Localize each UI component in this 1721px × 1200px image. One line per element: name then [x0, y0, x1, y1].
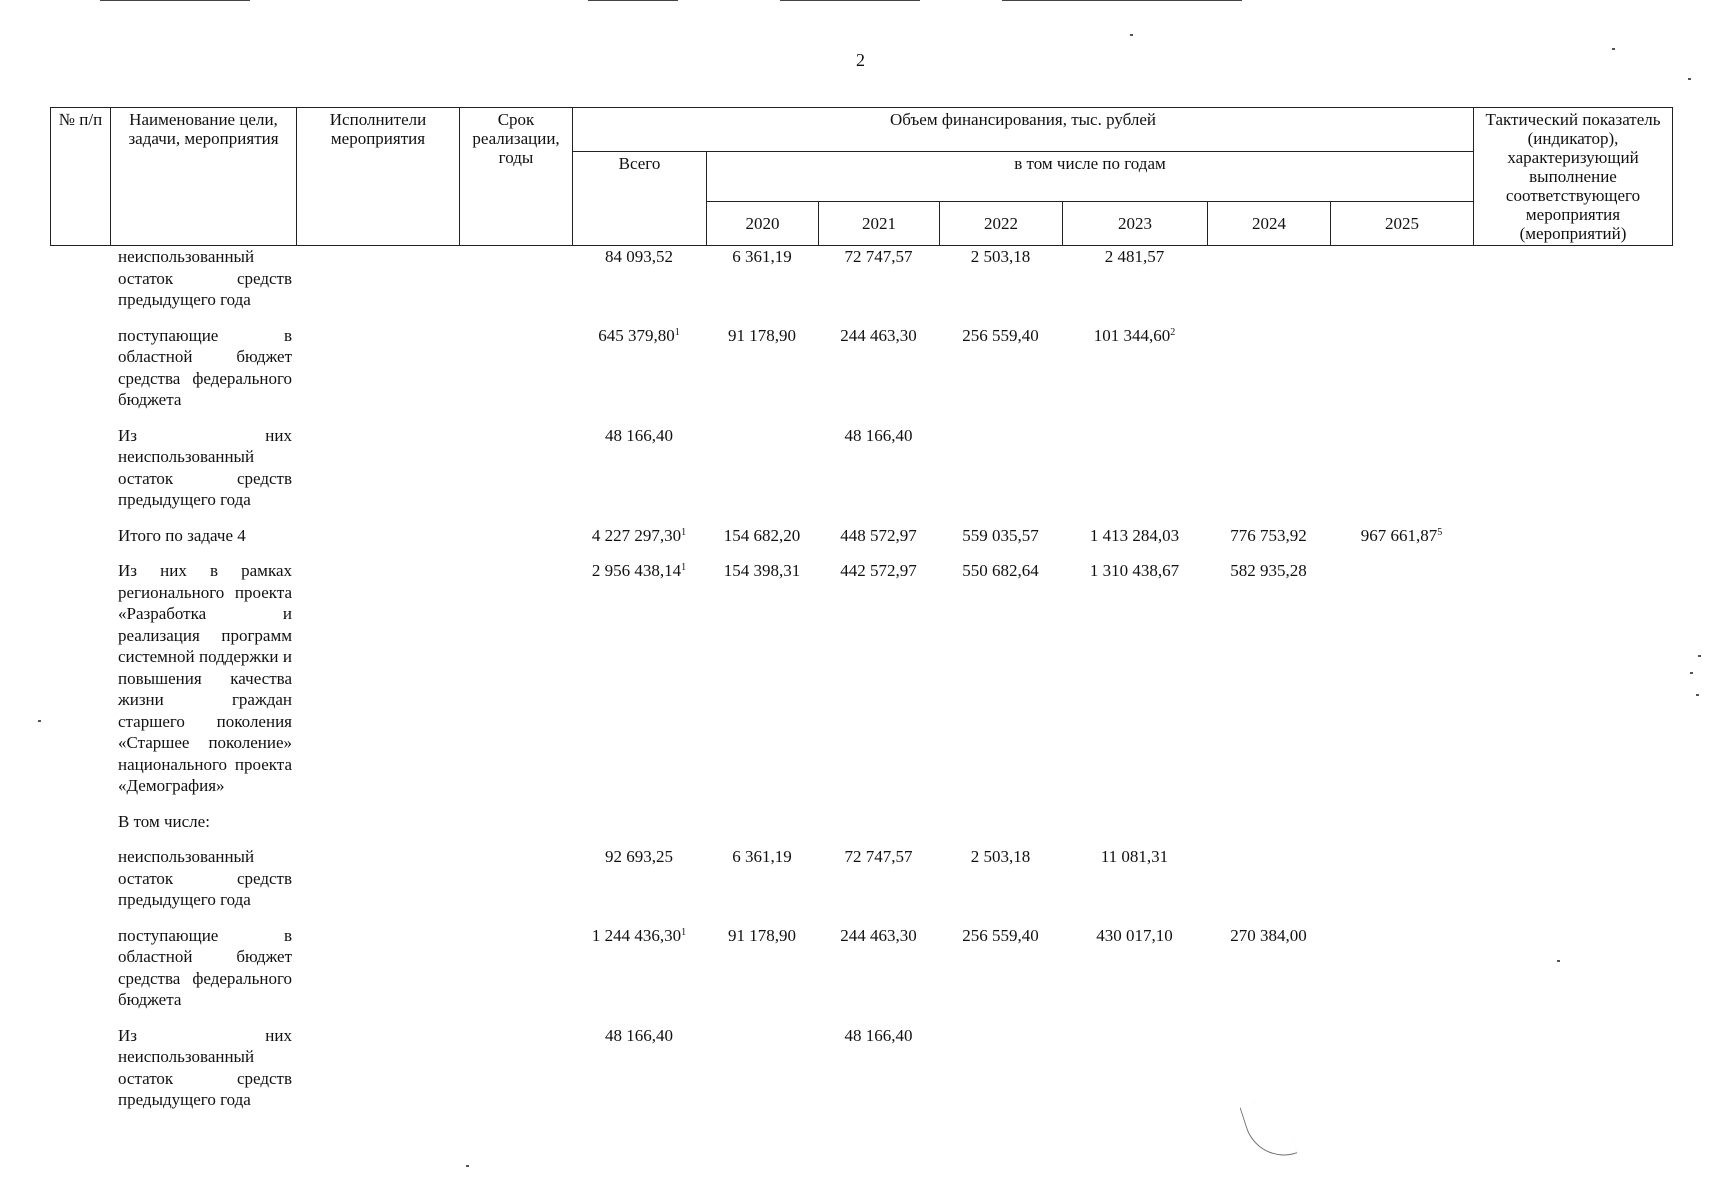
row-total-value: [572, 1025, 706, 1125]
row-total-value: [572, 560, 706, 811]
row-y2022-value: [939, 1025, 1062, 1125]
executors-cell: [296, 425, 459, 525]
row-total-value: [572, 525, 706, 561]
header-term: Срок реализации, годы: [460, 108, 573, 246]
value-text: 967 661,87: [1360, 525, 1438, 545]
row-name: Из них неиспользованный остаток средств предыдущего года: [118, 425, 292, 509]
row-y2020-value: [706, 246, 818, 325]
value-text: 92 693,25: [605, 847, 673, 866]
header-indicator: Тактический показатель (индикатор), характеризующий выполнение соответствующего мероприятия (мероприятий): [1474, 108, 1673, 246]
executors-cell: [296, 846, 459, 925]
row-y2020-value: [706, 425, 818, 525]
term-cell: [459, 925, 572, 1025]
indicator-cell: [1473, 525, 1672, 561]
row-y2024-value: [1207, 846, 1330, 925]
executors-cell: [296, 925, 459, 1025]
scan-speck: [1688, 78, 1691, 80]
page-number: 2: [856, 50, 865, 70]
table-row: [50, 525, 1672, 561]
scan-top-line: [100, 0, 250, 1]
row-name: Из них в рамках регионального проекта «Разработка и реализация программ системной поддержки и повышения качества жизни граждан старшего поколения «Старшее поколение» национального проекта «Демография»: [118, 561, 292, 795]
value-text: 1 310 438,67: [1089, 561, 1180, 580]
row-y2020-value: [706, 525, 818, 561]
executors-cell: [296, 811, 459, 847]
term-cell: [459, 246, 572, 325]
row-total-value: [572, 846, 706, 925]
term-cell: [459, 1025, 572, 1125]
value-text: 48 166,40: [844, 1025, 913, 1045]
row-y2023-value: [1062, 560, 1207, 811]
value-text: 559 035,57: [962, 525, 1039, 545]
value-text: 448 572,97: [840, 525, 917, 545]
executors-cell: [296, 560, 459, 811]
scan-top-line: [780, 0, 920, 1]
table-row: [50, 325, 1672, 425]
row-y2021-value: [818, 925, 939, 1025]
value-text: 2 503,18: [970, 847, 1031, 866]
indicator-cell: [1473, 1025, 1672, 1125]
row-y2023-value: [1062, 1025, 1207, 1125]
executors-cell: [296, 325, 459, 425]
value-text: 91 178,90: [728, 325, 796, 345]
row-y2022-value: [939, 811, 1062, 847]
value-text: 430 017,10: [1096, 925, 1173, 945]
table-header: [50, 107, 1673, 246]
scan-speck: [38, 720, 41, 722]
row-y2020-value: [706, 1025, 818, 1125]
value-text: 6 361,19: [732, 247, 792, 266]
row-y2021-value: [818, 846, 939, 925]
scan-top-line: [588, 0, 678, 1]
indicator-cell: [1473, 246, 1672, 325]
row-y2022-value: [939, 246, 1062, 325]
header-year: 2023: [1063, 202, 1208, 246]
value-text: 48 166,40: [605, 425, 673, 445]
header-by-years: в том числе по годам: [707, 152, 1474, 202]
row-y2020-value: [706, 325, 818, 425]
value-text: 91 178,90: [728, 925, 796, 945]
value-text: 256 559,40: [962, 325, 1039, 345]
scan-speck: [1696, 694, 1699, 696]
value-text: 2 956 438,14: [591, 561, 682, 580]
table-row: [50, 811, 1672, 847]
term-cell: [459, 811, 572, 847]
header-year: 2020: [707, 202, 819, 246]
row-total-value: [572, 425, 706, 525]
term-cell: [459, 425, 572, 525]
row-total-value: [572, 246, 706, 325]
header-year: 2021: [819, 202, 940, 246]
table-row: [50, 425, 1672, 525]
row-name: Итого по задаче 4: [118, 525, 246, 545]
indicator-cell: [1473, 425, 1672, 525]
row-y2024-value: [1207, 811, 1330, 847]
row-name: неиспользованный остаток средств предыдущего года: [118, 247, 292, 309]
executors-cell: [296, 246, 459, 325]
row-y2025-value: [1330, 425, 1473, 525]
row-y2023-value: [1062, 246, 1207, 325]
row-y2024-value: [1207, 325, 1330, 425]
table-row: [50, 846, 1672, 925]
value-text: 2 503,18: [970, 247, 1031, 266]
scan-speck: [1130, 34, 1133, 36]
row-y2024-value: [1207, 560, 1330, 811]
scan-speck: [1612, 48, 1615, 50]
term-cell: [459, 846, 572, 925]
header-year: 2024: [1208, 202, 1331, 246]
row-y2025-value: [1330, 525, 1473, 561]
row-total-value: [572, 325, 706, 425]
row-y2022-value: [939, 525, 1062, 561]
header-name: Наименование цели, задачи, мероприятия: [111, 108, 297, 246]
table-row: [50, 1025, 1672, 1125]
header-total: Всего: [573, 152, 707, 246]
row-y2022-value: [939, 325, 1062, 425]
row-y2021-value: [818, 246, 939, 325]
header-funding: Объем финансирования, тыс. рублей: [573, 108, 1474, 152]
table-rows: [50, 246, 1672, 1125]
row-y2021-value: [818, 811, 939, 847]
row-y2020-value: [706, 560, 818, 811]
value-text: 776 753,92: [1230, 525, 1307, 545]
row-y2023-value: [1062, 425, 1207, 525]
value-text: 442 572,97: [840, 561, 917, 580]
footnote-mark: 1: [674, 326, 680, 338]
row-y2021-value: [818, 560, 939, 811]
row-y2021-value: [818, 525, 939, 561]
value-text: 1 244 436,30: [591, 925, 682, 945]
executors-cell: [296, 525, 459, 561]
row-total-value: [572, 811, 706, 847]
value-text: 270 384,00: [1230, 925, 1307, 945]
footnote-mark: 1: [681, 526, 687, 538]
value-text: 244 463,30: [840, 925, 917, 945]
row-y2025-value: [1330, 1025, 1473, 1125]
value-text: 72 747,57: [844, 847, 913, 866]
row-y2024-value: [1207, 425, 1330, 525]
row-y2021-value: [818, 425, 939, 525]
row-y2025-value: [1330, 246, 1473, 325]
row-y2020-value: [706, 925, 818, 1025]
row-y2024-value: [1207, 525, 1330, 561]
value-text: 154 398,31: [723, 561, 801, 580]
value-text: 11 081,31: [1100, 847, 1169, 866]
value-text: 48 166,40: [605, 1025, 673, 1045]
table-body: [50, 246, 1672, 1125]
row-y2022-value: [939, 425, 1062, 525]
table-row: [50, 925, 1672, 1025]
term-cell: [459, 325, 572, 425]
value-text: 72 747,57: [844, 247, 913, 266]
value-text: 4 227 297,30: [591, 525, 682, 545]
value-text: 582 935,28: [1230, 561, 1307, 580]
scan-speck: [466, 1165, 469, 1167]
indicator-cell: [1473, 925, 1672, 1025]
table-row: [50, 246, 1672, 325]
row-y2023-value: [1062, 846, 1207, 925]
row-name: поступающие в областной бюджет средства федерального бюджета: [118, 325, 292, 409]
term-cell: [459, 525, 572, 561]
row-y2022-value: [939, 846, 1062, 925]
indicator-cell: [1473, 560, 1672, 811]
row-y2025-value: [1330, 846, 1473, 925]
row-name: В том числе:: [118, 811, 210, 831]
value-text: 6 361,19: [732, 847, 792, 866]
row-y2023-value: [1062, 525, 1207, 561]
row-y2023-value: [1062, 811, 1207, 847]
footnote-mark: 1: [681, 562, 687, 573]
value-text: 244 463,30: [840, 325, 917, 345]
row-y2024-value: [1207, 925, 1330, 1025]
value-text: 645 379,80: [598, 325, 675, 345]
scan-top-line: [1002, 0, 1242, 1]
row-y2025-value: [1330, 560, 1473, 811]
scan-speck: [1690, 672, 1693, 674]
term-cell: [459, 560, 572, 811]
header-num: № п/п: [51, 108, 111, 246]
value-text: 2 481,57: [1104, 247, 1165, 266]
indicator-cell: [1473, 325, 1672, 425]
value-text: 550 682,64: [962, 561, 1039, 580]
table-row: [50, 560, 1672, 811]
header-year: 2025: [1331, 202, 1474, 246]
header-year: 2022: [940, 202, 1063, 246]
value-text: 84 093,52: [605, 247, 673, 266]
value-text: 48 166,40: [844, 425, 913, 445]
executors-cell: [296, 1025, 459, 1125]
footnote-mark: 2: [1170, 326, 1176, 338]
row-y2021-value: [818, 325, 939, 425]
row-y2020-value: [706, 811, 818, 847]
value-text: 101 344,60: [1093, 325, 1171, 345]
row-name: поступающие в областной бюджет средства федерального бюджета: [118, 925, 292, 1009]
row-y2022-value: [939, 925, 1062, 1025]
row-y2025-value: [1330, 811, 1473, 847]
row-y2025-value: [1330, 325, 1473, 425]
row-y2024-value: [1207, 246, 1330, 325]
value-text: 1 413 284,03: [1089, 525, 1180, 545]
row-y2022-value: [939, 560, 1062, 811]
row-y2023-value: [1062, 925, 1207, 1025]
indicator-cell: [1473, 811, 1672, 847]
footnote-mark: 5: [1437, 526, 1443, 538]
row-y2021-value: [818, 1025, 939, 1125]
row-name: Из них неиспользованный остаток средств предыдущего года: [118, 1025, 292, 1109]
row-y2020-value: [706, 846, 818, 925]
indicator-cell: [1473, 846, 1672, 925]
row-y2023-value: [1062, 325, 1207, 425]
value-text: 154 682,20: [723, 525, 801, 545]
scan-speck: [1698, 655, 1701, 657]
scan-speck: [1557, 960, 1560, 962]
row-total-value: [572, 925, 706, 1025]
header-executors: Исполнители мероприятия: [297, 108, 460, 246]
row-name: неиспользованный остаток средств предыдущего года: [118, 847, 292, 909]
row-y2025-value: [1330, 925, 1473, 1025]
footnote-mark: 1: [681, 926, 687, 938]
value-text: 256 559,40: [962, 925, 1039, 945]
